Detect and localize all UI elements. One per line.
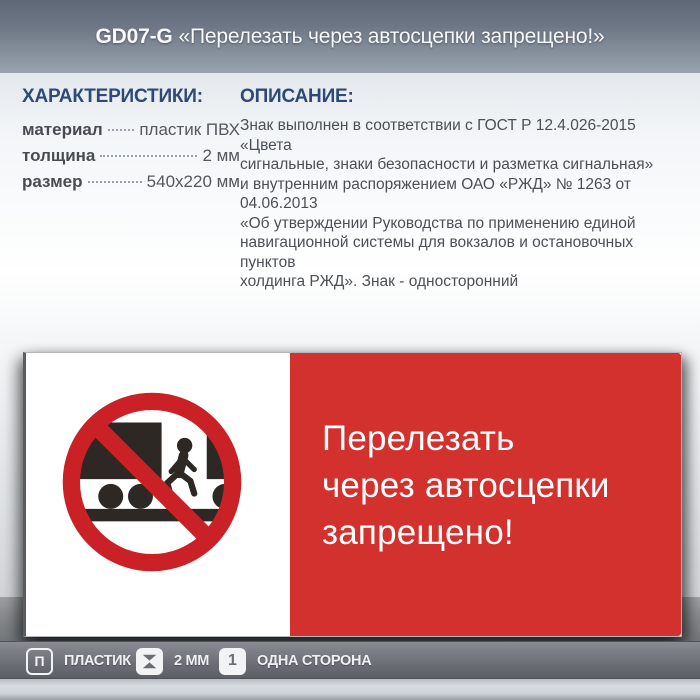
sign-pictogram-panel [26,353,290,636]
characteristic-row [22,168,240,194]
feature-label: ПЛАСТИК [64,653,131,669]
thickness-arrows-glyph [141,653,158,670]
characteristic-label: толщина [22,146,96,165]
description-panel [240,86,682,292]
info-section [22,86,682,292]
characteristic-label: материал [22,120,103,139]
description-heading: ОПИСАНИЕ: [240,86,354,107]
description-line: сигнальные, знаки безопасности и разметка сигнальная» [240,156,654,173]
sign-code: GD07-G [95,24,173,48]
thickness-icon [136,648,163,675]
sign-title: «Перелезать через автосцепки запрещено!» [178,24,605,48]
feature-label: 2 ММ [174,653,210,669]
dotted-leader [108,112,135,131]
features-bar [0,641,700,679]
sign-text-line: Перелезать [322,419,515,458]
dotted-leader [100,138,197,157]
sign-text-line: через автосцепки [322,466,610,505]
feature-thickness [136,642,209,680]
characteristics-heading: ХАРАКТЕРИСТИКИ: [22,86,203,107]
sign-text-line: запрещено! [322,513,514,552]
description-line: Знак выполнен в соответствии с ГОСТ Р 12.4.026-2015 «Цвета [240,117,636,154]
description-line: и внутренним распоряжением ОАО «РЖД» № 1263 от 04.06.2013 [240,175,631,212]
header-bar [0,0,700,73]
description-line: навигационной системы для вокзалов и остановочных пунктов [240,234,634,271]
feature-label: ОДНА СТОРОНА [257,653,372,669]
characteristic-value: пластик ПВХ [139,120,240,139]
description-line: «Об утверждении Руководства по применению единой [240,214,636,232]
sign-text-panel [290,353,681,636]
bottom-strip [0,679,700,700]
characteristic-value: 540х220 мм [146,172,240,191]
characteristics-panel [22,86,240,292]
prohibition-climbing-couplers-icon [56,386,248,578]
characteristic-label: размер [22,172,83,191]
plastic-icon: П [26,648,53,675]
dotted-leader [88,164,142,183]
feature-material [26,642,131,680]
page-title [96,25,605,49]
sign-plate-image [23,352,682,637]
feature-sides [219,642,371,680]
one-side-icon: 1 [219,648,246,675]
characteristic-value: 2 мм [202,146,240,165]
description-line: холдинга РЖД». Знак - односторонний [240,273,519,290]
